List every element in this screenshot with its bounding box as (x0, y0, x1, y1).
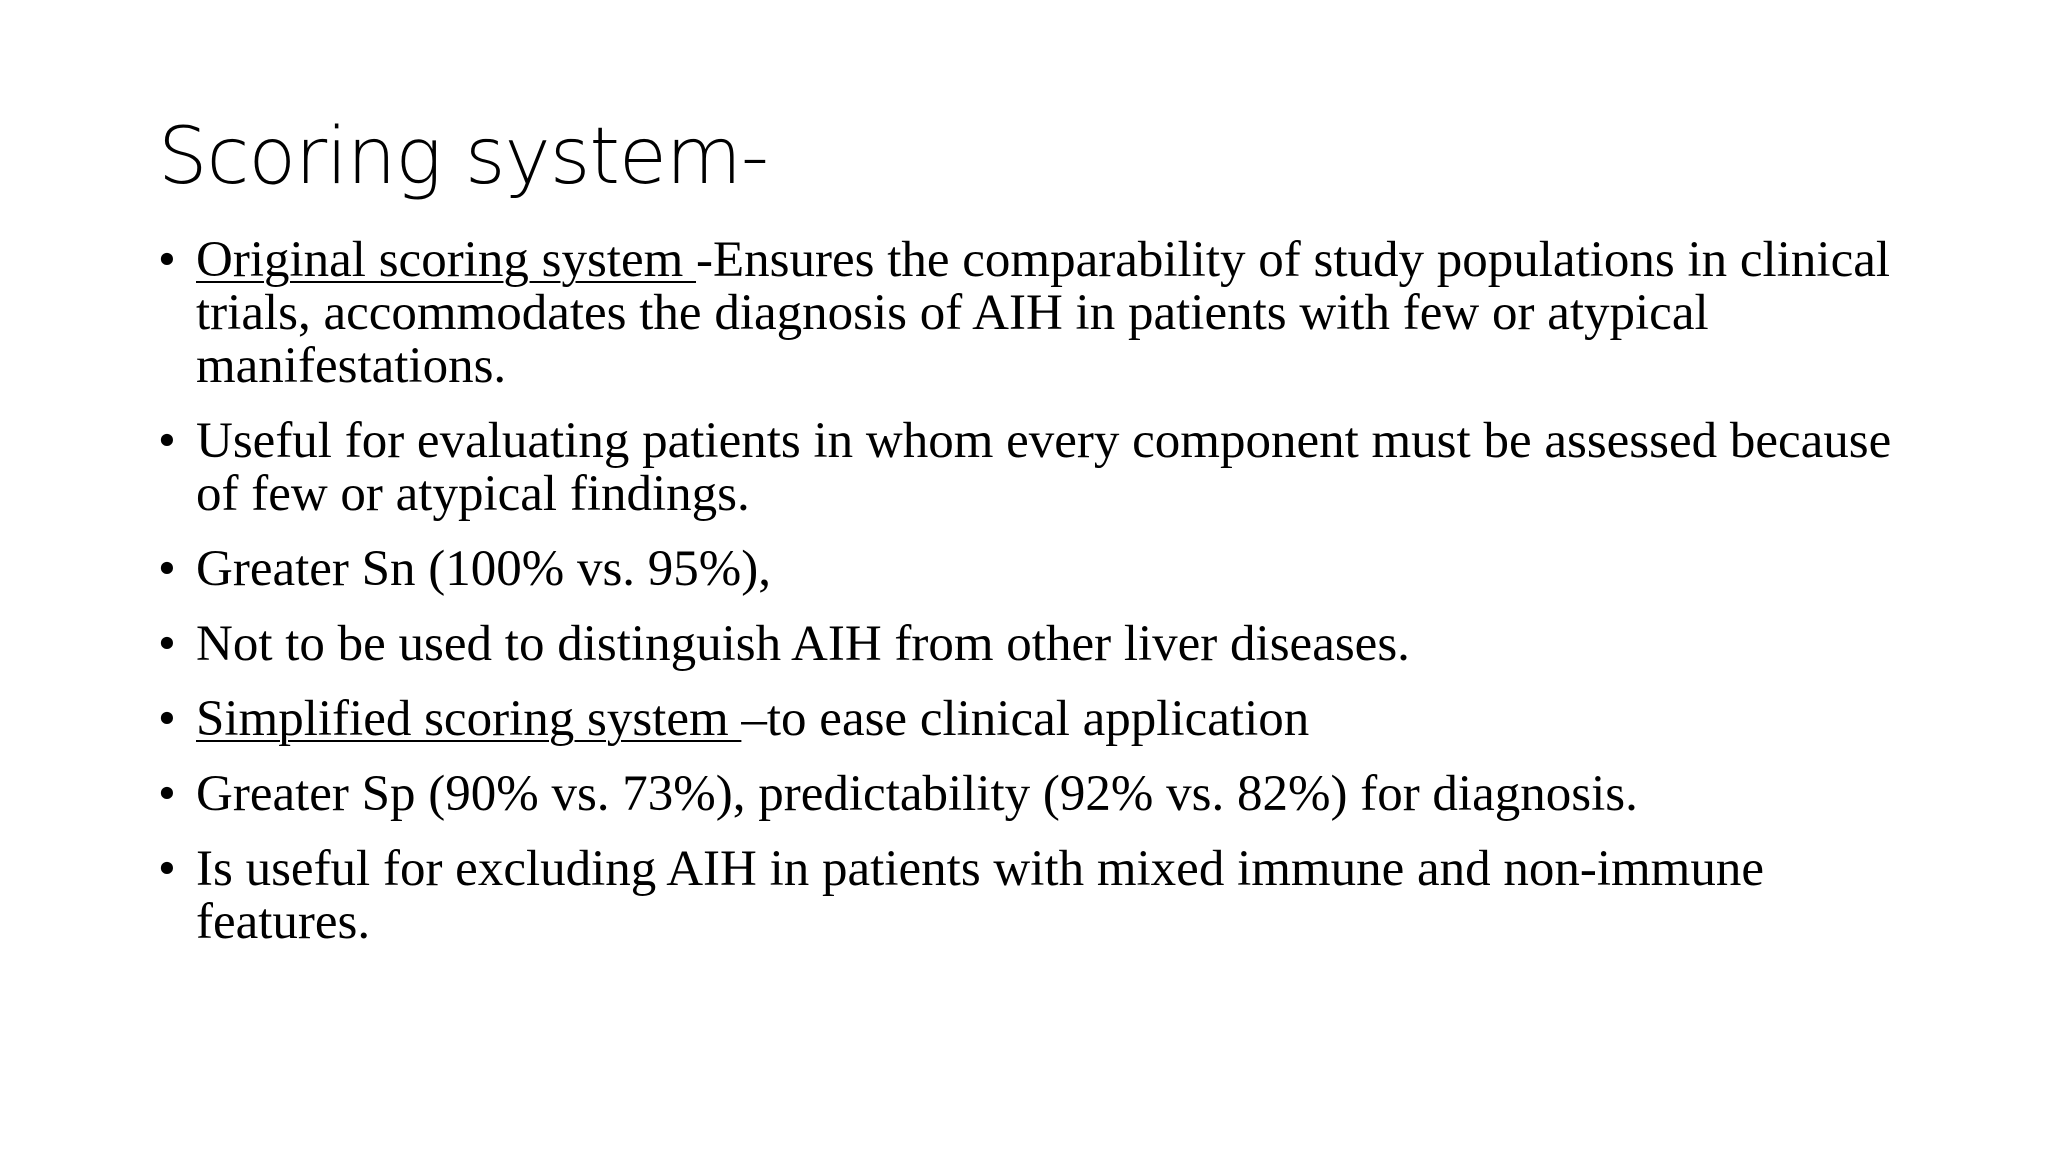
bullet-dot: • (158, 232, 176, 288)
bullet-text: -Ensures the comparability of study populations in clinical trials, accommodates the diagnosis of AIH in patients with few or atypical manifestations. (196, 232, 1891, 394)
bullet-text: –to ease clinical application (741, 691, 1310, 747)
bullet-dot: • (158, 413, 176, 469)
bullet-text: Is useful for excluding AIH in patients with mixed immune and non-immune features. (196, 841, 1764, 950)
bullet-item-original-scoring (158, 234, 1918, 393)
bullet-item-not-to-be-used (158, 618, 1918, 671)
bullet-dot: • (158, 541, 176, 597)
bullet-item-greater-sn (158, 543, 1918, 596)
bullet-item-simplified-scoring (158, 693, 1918, 746)
bullet-text: Not to be used to distinguish AIH from other liver diseases. (196, 616, 1410, 672)
bullet-dot: • (158, 841, 176, 897)
bullet-lead-simplified-scoring: Simplified scoring system (196, 691, 742, 747)
bullet-dot: • (158, 766, 176, 822)
bullet-lead-original-scoring: Original scoring system (196, 232, 697, 288)
slide-title: Scoring system- (158, 112, 769, 202)
bullet-list (158, 234, 1918, 971)
bullet-item-excluding-aih (158, 843, 1918, 949)
bullet-text: Greater Sp (90% vs. 73%), predictability (92% vs. 82%) for diagnosis. (196, 766, 1638, 822)
bullet-dot: • (158, 691, 176, 747)
bullet-item-useful-evaluating (158, 415, 1918, 521)
bullet-text: Greater Sn (100% vs. 95%), (196, 541, 772, 597)
bullet-text: Useful for evaluating patients in whom every component must be assessed because of few or atypical findings. (196, 413, 1892, 522)
bullet-item-greater-sp (158, 768, 1918, 821)
bullet-dot: • (158, 616, 176, 672)
